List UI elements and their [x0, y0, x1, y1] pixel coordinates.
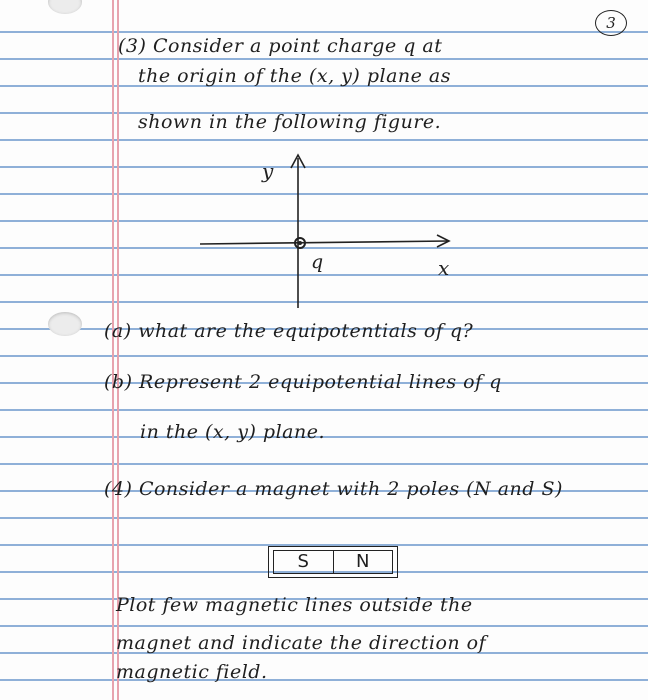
q3-line2: the origin of the (x, y) plane as	[138, 65, 451, 87]
instruction-line1: Plot few magnetic lines outside the	[116, 594, 473, 616]
charge-dot	[298, 241, 302, 245]
x-axis	[200, 241, 448, 244]
part-b-line2: in the (x, y) plane.	[140, 421, 325, 443]
part-a: (a) what are the equipotentials of q?	[104, 320, 474, 342]
page-number: 3	[595, 10, 627, 36]
q3-number: (3)	[118, 35, 147, 57]
q3-line3: shown in the following figure.	[138, 111, 442, 133]
part-b-line1: (b) Represent 2 equipotential lines of q	[104, 371, 502, 393]
q3-text: Consider a point charge q at	[152, 35, 443, 57]
charge-label: q	[311, 251, 324, 273]
bar-magnet	[268, 546, 398, 578]
bar-magnet-body	[273, 550, 393, 574]
south-pole: S	[274, 551, 334, 573]
instruction-line2: magnet and indicate the direction of	[116, 632, 487, 654]
north-pole: N	[356, 551, 370, 572]
q4-line1: (4) Consider a magnet with 2 poles (N and S)	[104, 478, 563, 500]
instruction-line3: magnetic field.	[116, 661, 268, 683]
x-axis-label: x	[438, 256, 450, 280]
y-axis-label: y	[262, 159, 274, 183]
